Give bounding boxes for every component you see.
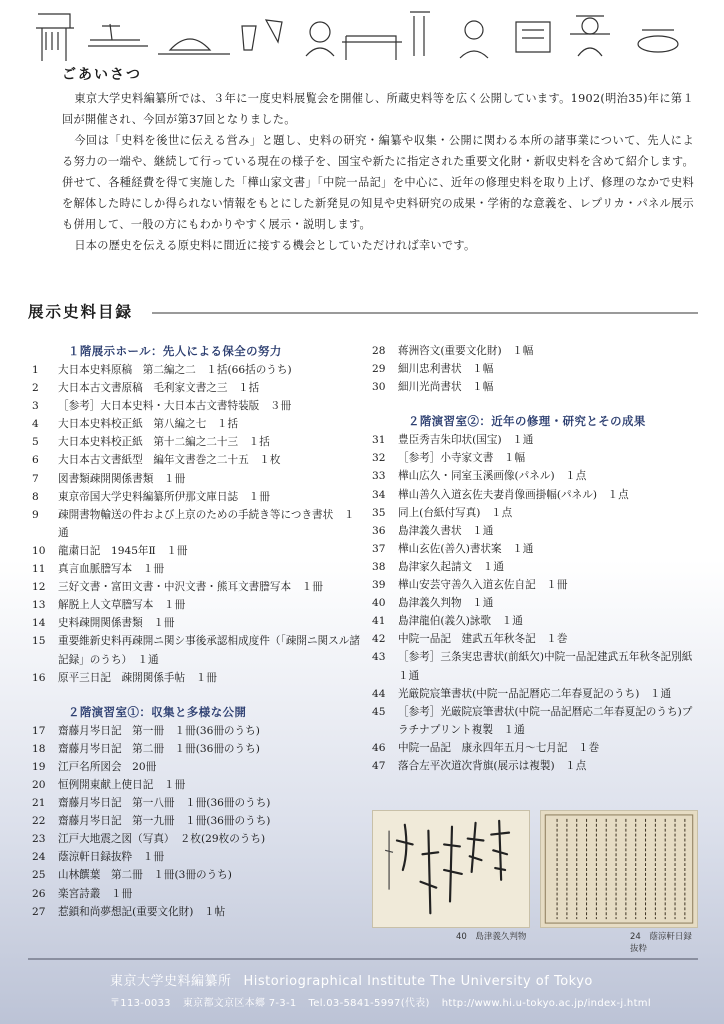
item-number: 39 (372, 579, 386, 592)
item-text: ［参考］三条実忠書状(前紙欠)中院一品記建武五年秋冬記別紙 １通 (398, 651, 703, 682)
item-text: 蒋洲咨文(重要文化財) １幅 (398, 345, 534, 357)
catalog-item (28, 578, 364, 596)
item-number: 35 (372, 506, 386, 519)
catalog-item (28, 903, 364, 921)
item-number: 28 (372, 345, 386, 357)
item-text: ［参考］光厳院宸筆書状(中院一品記暦応二年春夏記のうち)プラチナプリント複製 １通 (398, 705, 693, 736)
item-number: 13 (32, 599, 46, 612)
item-number: 22 (32, 815, 46, 828)
item-text: 島津龍伯(義久)詠歌 １通 (398, 615, 523, 628)
item-number: 3 (32, 400, 39, 413)
item-text: 恒例開東献上使日記 １冊 (58, 778, 186, 791)
item-number: 36 (372, 524, 386, 537)
postal-code: 〒113-0033 (110, 998, 171, 1009)
catalog-item (28, 812, 364, 830)
item-number: 31 (372, 434, 386, 447)
item-text: 大日本史料校正紙 第八編之七 １括 (58, 418, 239, 431)
item-text: 楽宮詩叢 １冊 (58, 887, 133, 900)
item-number: 16 (32, 671, 46, 684)
item-text: 島津家久起請文 １通 (398, 560, 504, 573)
item-number: 4 (32, 418, 39, 431)
item-text: 樺山広久・同室玉溪画像(パネル) １点 (398, 470, 587, 483)
item-text: 大日本古文書原稿 毛利家文書之三 １括 (58, 382, 260, 395)
item-number: 40 (372, 597, 386, 610)
item-number: 46 (372, 741, 386, 754)
item-number: 34 (372, 488, 386, 501)
item-number: 9 (32, 508, 39, 521)
item-text: 落合左平次道次背旗(展示は複製) １点 (398, 759, 587, 772)
item-text: 齋藤月岑日記 第一八冊 １冊(36冊のうち) (58, 797, 271, 810)
institution-name-ja: 東京大学史料編纂所 (110, 974, 232, 989)
catalog-item (28, 542, 364, 560)
catalog-divider (152, 312, 698, 314)
catalog-item (28, 506, 364, 542)
catalog-item (28, 885, 364, 903)
greeting-text (62, 88, 694, 256)
item-text: 細川忠利書状 １幅 (398, 363, 494, 376)
group-title: ２階演習室①：収集と多様な公開 (68, 704, 247, 719)
item-text: 疎開書物輸送の件および上京のための手続き等につき書状 １通 (58, 508, 355, 539)
catalog-item (368, 757, 698, 775)
item-text: 大日本古文書紙型 編年文書巻之二十五 １枚 (58, 454, 281, 467)
item-text: 豊臣秀吉朱印状(国宝) １通 (398, 434, 534, 447)
item-number: 17 (32, 724, 46, 737)
catalog-title: 展示史料目録 (28, 302, 134, 321)
catalog-item (28, 451, 364, 469)
catalog-item (368, 522, 698, 540)
catalog-item (28, 614, 364, 632)
item-number: 21 (32, 797, 46, 810)
item-number: 7 (32, 472, 39, 485)
greeting-paragraph-3: 日本の歴史を伝える原史料に間近に接する機会としていただければ幸いです。 (74, 239, 476, 252)
catalog-item (368, 486, 698, 504)
catalog-item (28, 433, 364, 451)
item-number: 33 (372, 470, 386, 483)
item-text: 江戸名所図会 20冊 (58, 760, 157, 773)
item-text: 中院一品記 康永四年五月～七月記 １巻 (398, 741, 600, 754)
photo-caption-40: 40 島津義久判物 (456, 932, 527, 942)
item-text: 齋藤月岑日記 第二冊 １冊(36冊のうち) (58, 742, 260, 755)
catalog-item (28, 830, 364, 848)
footer-contact (110, 994, 663, 1009)
item-number: 38 (372, 560, 386, 573)
item-text: ［参考］大日本史料・大日本古文書特装版 ３冊 (58, 400, 292, 413)
item-number: 25 (32, 869, 46, 882)
item-text: 大日本史料校正紙 第十二編之二十三 １括 (58, 436, 270, 449)
item-number: 26 (32, 887, 46, 900)
item-number: 18 (32, 742, 46, 755)
document-photo-40 (372, 810, 530, 928)
catalog-item (28, 397, 364, 415)
item-text: 細川光尚書状 １幅 (398, 381, 494, 394)
item-text: 中院一品記 建武五年秋冬記 １巻 (398, 633, 568, 646)
item-text: 島津義久書状 １通 (398, 524, 494, 537)
catalog-item (28, 740, 364, 758)
catalog-item (28, 470, 364, 488)
item-text: 原平三日記 疎開関係手帖 １冊 (58, 671, 217, 684)
item-text: 三好文書・富田文書・中沢文書・熊耳文書謄写本 １冊 (58, 581, 323, 594)
item-number: 23 (32, 833, 46, 846)
catalog-item (28, 722, 364, 740)
phone-number: Tel.03-5841-5997(代表) (308, 998, 430, 1009)
greeting-paragraph-1: 東京大学史料編纂所では、３年に一度史料展覧会を開催し、所蔵史料等を広く公開しています。1902(明治35)年に第１回が開催され、今回が第37回となりました。 (62, 92, 694, 126)
catalog-item (28, 848, 364, 866)
item-text: 史料疎開関係書類 １冊 (58, 617, 175, 630)
catalog-item (368, 360, 698, 378)
item-number: 15 (32, 635, 46, 648)
item-number: 20 (32, 778, 46, 791)
item-number: 5 (32, 436, 39, 449)
item-number: 10 (32, 544, 46, 557)
manuscript-image (541, 811, 697, 927)
item-text: 蔭涼軒日録抜粋 １冊 (58, 851, 164, 864)
item-text: 光厳院宸筆書状(中院一品記暦応二年春夏記のうち) １通 (398, 687, 672, 700)
greeting-title: ごあいさつ (62, 67, 142, 83)
catalog-item (368, 703, 698, 739)
catalog-item (28, 669, 364, 687)
catalog-item (368, 540, 698, 558)
catalog-item (28, 415, 364, 433)
item-number: 2 (32, 382, 39, 395)
catalog-item (368, 558, 698, 576)
catalog-item (28, 758, 364, 776)
footer-institution (110, 970, 593, 989)
catalog-header (28, 300, 698, 324)
catalog-item (368, 630, 698, 648)
catalog-item (368, 449, 698, 467)
item-number: 11 (32, 563, 46, 576)
calligraphy-image (373, 811, 529, 927)
website-link[interactable]: http://www.hi.u-tokyo.ac.jp/index-j.html (441, 998, 651, 1009)
item-number: 44 (372, 687, 386, 700)
item-text: 樺山玄佐(善久)書状案 １通 (398, 542, 534, 555)
catalog-item (368, 594, 698, 612)
item-text: 解脱上人文草謄写本 １冊 (58, 599, 186, 612)
group-title: ２階演習室②：近年の修理・研究とその成果 (408, 414, 646, 429)
catalog-item (28, 560, 364, 578)
item-number: 14 (32, 617, 46, 630)
item-text: 東京帝国大学史料編纂所伊那文庫日誌 １冊 (58, 490, 270, 503)
street-address: 東京都文京区本郷 7-3-1 (182, 998, 297, 1009)
photo-strip (372, 810, 698, 954)
item-text: 樺山安芸守善久入道玄佐自記 １冊 (398, 579, 568, 592)
item-text: 齋藤月岑日記 第一冊 １冊(36冊のうち) (58, 724, 260, 737)
item-text: 齋藤月岑日記 第一九冊 １冊(36冊のうち) (58, 815, 271, 828)
group-title: １階展示ホール：先人による保全の努力 (68, 344, 282, 358)
item-text: 樺山善久入道玄佐夫妻肖像画掛幅(パネル) １点 (398, 488, 629, 501)
catalog-item (28, 379, 364, 397)
group-spacer (368, 396, 698, 412)
catalog-item (368, 685, 698, 703)
catalog-item (368, 431, 698, 449)
catalog-item (28, 866, 364, 884)
catalog-item (368, 576, 698, 594)
item-text: 大日本史料原稿 第二編之二 １括(66括のうち) (58, 364, 292, 376)
item-text: 惹鎖和尚夢想記(重要文化財) １帖 (58, 905, 226, 918)
item-text: ［参考］小寺家文書 １幅 (398, 452, 526, 465)
catalog-item (368, 648, 703, 684)
item-number: 8 (32, 490, 39, 503)
item-number: 42 (372, 633, 386, 646)
item-text: 江戸大地震之図（写真） ２枚(29枚のうち) (58, 833, 266, 846)
catalog-item (28, 361, 364, 379)
illustration-banner (30, 6, 690, 66)
catalog-item (368, 342, 698, 360)
item-text: 島津義久判物 １通 (398, 597, 494, 610)
item-number: 43 (372, 651, 386, 664)
catalog-right-column (368, 342, 703, 775)
item-text: 重要維新史料再疎開ニ関シ事後承認相成度件（「疎開ニ関スル諸記録」のうち） １通 (58, 635, 360, 666)
footer-divider (28, 958, 698, 960)
item-text: 同上(台紙付写真) １点 (398, 506, 513, 519)
catalog-item (28, 488, 364, 506)
item-text: 龍粛日記 1945年Ⅱ １冊 (58, 544, 188, 557)
item-number: 41 (372, 615, 386, 628)
catalog-item (28, 596, 364, 614)
catalog-item (28, 794, 364, 812)
item-number: 30 (372, 381, 386, 394)
item-text: 真言血脈謄写本 １冊 (58, 563, 164, 576)
catalog-item (368, 504, 698, 522)
item-number: 24 (32, 851, 46, 864)
catalog-left-column (28, 342, 364, 921)
catalog-item (368, 378, 698, 396)
item-text: 山林饌葉 第二冊 １冊(3冊のうち) (58, 869, 232, 882)
catalog-item (368, 739, 698, 757)
catalog-item (28, 632, 364, 668)
catalog-item (28, 776, 364, 794)
item-number: 45 (372, 705, 386, 718)
item-number: 29 (372, 363, 386, 376)
item-number: 19 (32, 760, 46, 773)
item-text: 図書類疎開関係書類 １冊 (58, 472, 186, 485)
catalog-item (368, 612, 698, 630)
item-number: 47 (372, 759, 386, 772)
group-spacer (28, 687, 364, 703)
greeting-paragraph-2: 今回は「史料を後世に伝える営み」と題し、史料の研究・編纂や収集・公開に関わる本所の諸事業について、先人による努力の一端や、継続して行っている現在の様子を、国宝や新たに指定された重要文化財・新収史料を含めて紹介します。併せて、各種経費を得て実施した「樺山家文書」「中院一品記」を中心に、近年の修理史料を取り上げ、修理のなかで史料を解体した時にしか得られない情報をもとにした新発見の知見や史料研究の成果・学術的な意義を、レプリカ・パネル展示も併用して、一般の方にもわかりやすく展示・説明します。 (62, 134, 694, 231)
catalog-item (368, 467, 698, 485)
item-number: 27 (32, 905, 46, 918)
item-number: 6 (32, 454, 39, 467)
item-number: 12 (32, 581, 46, 594)
item-number: 32 (372, 452, 386, 465)
photo-caption-24: 24 蔭涼軒日録抜粋 (630, 932, 692, 954)
institution-name-en: Historiographical Institute The University of Tokyo (243, 974, 593, 989)
item-number: 37 (372, 542, 386, 555)
item-number: 1 (32, 364, 39, 376)
document-photo-24 (540, 810, 698, 928)
